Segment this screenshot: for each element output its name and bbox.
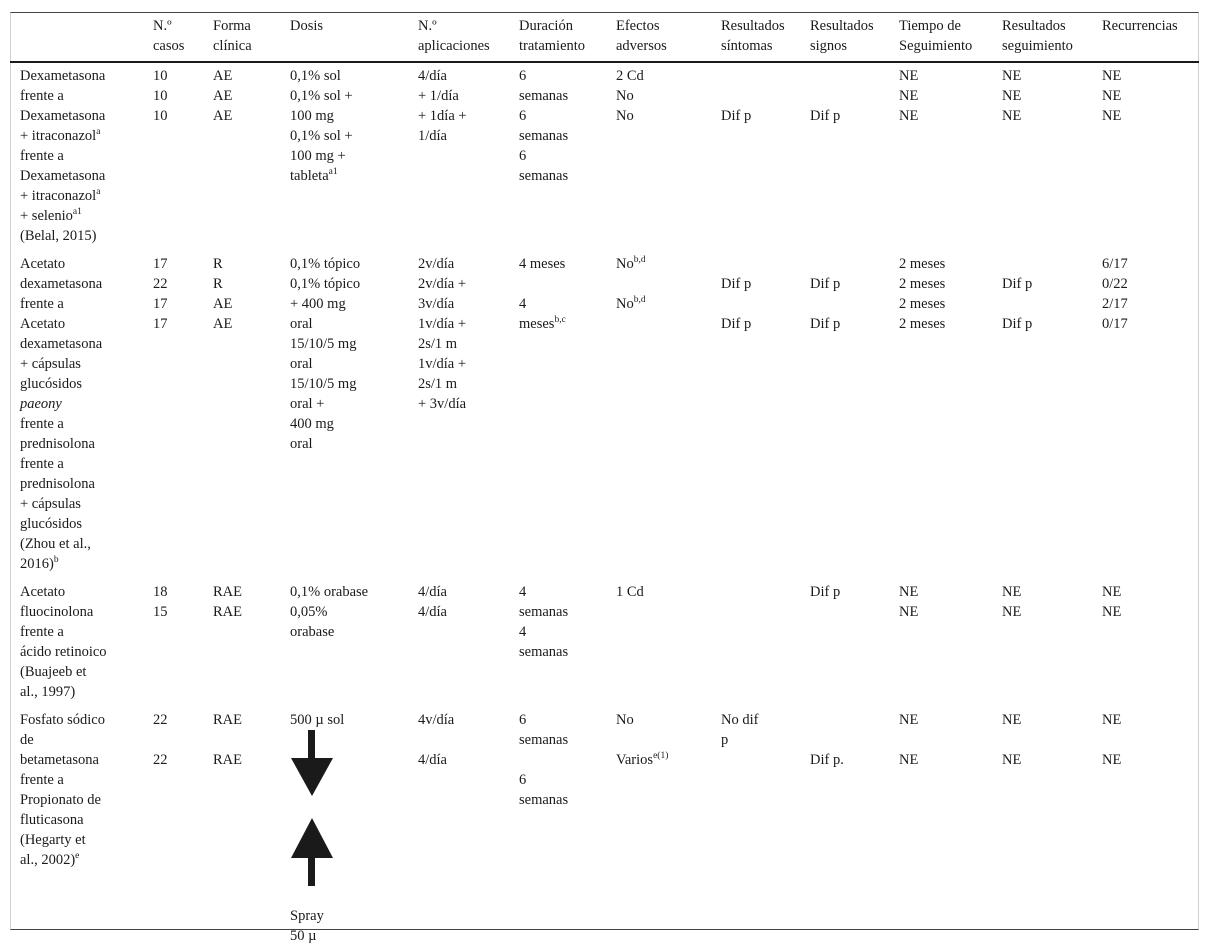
form-line: AE <box>213 316 233 332</box>
footnote-marker: a <box>96 127 101 137</box>
study-line: + selenio$^{a1}$ <box>20 207 82 224</box>
header-line: N.º <box>153 18 172 34</box>
study-line: + cápsulas <box>20 356 81 372</box>
cases-line: 17 <box>153 316 168 332</box>
duration-line: semanas <box>519 128 569 144</box>
header-line: Dosis <box>290 18 324 34</box>
duration-line: 4 meses <box>519 256 566 272</box>
cell-recurrences <box>1092 574 1199 702</box>
duration-line: semanas <box>519 88 569 104</box>
adverse-line: 2 Cd <box>616 68 644 84</box>
cell-followup-results <box>992 62 1092 246</box>
col-header-followup-time <box>889 12 992 62</box>
apps-line: 1v/día + <box>418 316 467 332</box>
table-row <box>10 702 1199 946</box>
duration-line: 4 <box>519 584 527 600</box>
dose-line: oral <box>290 356 313 372</box>
study-line: frente a <box>20 88 64 104</box>
cell-apps <box>408 246 509 574</box>
dose-line: 0,1% sol + <box>290 128 353 144</box>
dose-line: Spray <box>290 908 324 924</box>
duration-line: 6 <box>519 712 527 728</box>
followup-time-line: NE <box>899 584 919 600</box>
cell-followup-time <box>889 246 992 574</box>
signs-line <box>810 294 885 314</box>
cell-followup-time <box>889 574 992 702</box>
study-line: al., 2002)$^e$ <box>20 851 80 868</box>
header-line: clínica <box>213 38 252 54</box>
dose-line: 100 mg + <box>290 148 346 164</box>
header-line: Forma <box>213 18 251 34</box>
signs-line <box>810 254 885 274</box>
study-line: dexametasona <box>20 276 103 292</box>
header-line <box>20 36 139 56</box>
study-line: fluticasona <box>20 812 84 828</box>
apps-line: 2s/1 m <box>418 336 458 352</box>
study-line: de <box>20 732 34 748</box>
cell-symptoms <box>711 62 800 246</box>
study-line: frente a <box>20 148 64 164</box>
cell-form <box>203 246 280 574</box>
form-line: R <box>213 256 223 272</box>
cell-apps <box>408 702 509 946</box>
study-line: frente a <box>20 456 64 472</box>
header-line: Tiempo de <box>899 18 961 34</box>
apps-line: + 3v/día <box>418 396 467 412</box>
dose-line: oral + <box>290 396 325 412</box>
footnote-marker: a1 <box>328 167 338 177</box>
dose-line: 15/10/5 mg <box>290 336 357 352</box>
cell-dose <box>280 702 408 946</box>
followup-time-line: NE <box>899 108 919 124</box>
apps-line: + 1día + <box>418 108 467 124</box>
cell-cases <box>143 574 203 702</box>
symptoms-line <box>721 582 796 602</box>
footnote-marker: a1 <box>72 207 82 217</box>
adverse-line: No <box>616 108 634 124</box>
symptoms-line: Dif p <box>721 276 752 292</box>
followup-time-line: NE <box>899 752 919 768</box>
symptoms-line: Dif p <box>721 316 752 332</box>
header-line: Resultados <box>721 18 785 34</box>
adverse-line: No$^{b,d}$ <box>616 255 646 272</box>
followup-time-line: NE <box>899 88 919 104</box>
apps-line: 4/día <box>418 68 447 84</box>
header-line: casos <box>153 38 185 54</box>
followup-results-line: NE <box>1002 108 1022 124</box>
col-header-followup-results <box>992 12 1092 62</box>
symptoms-line: p <box>721 732 729 748</box>
form-line: RAE <box>213 752 242 768</box>
recurrences-line <box>1102 730 1195 750</box>
header-line: seguimiento <box>1002 38 1073 54</box>
study-line: ácido retinoico <box>20 644 107 660</box>
col-header-recurrences <box>1092 12 1199 62</box>
form-line: AE <box>213 296 233 312</box>
study-line: glucósidos <box>20 516 83 532</box>
cases-line: 18 <box>153 584 168 600</box>
cases-line: 22 <box>153 752 168 768</box>
followup-time-line: NE <box>899 604 919 620</box>
recurrences-line: NE <box>1102 88 1122 104</box>
cell-cases <box>143 62 203 246</box>
signs-line <box>810 66 885 86</box>
study-line: (Hegarty et <box>20 832 86 848</box>
apps-line: 4v/día <box>418 712 455 728</box>
cell-adverse <box>606 62 711 246</box>
adverse-line: No$^{b,d}$ <box>616 295 646 312</box>
col-header-dose <box>280 12 408 62</box>
followup-results-line: NE <box>1002 712 1022 728</box>
symptoms-line: Dif p <box>721 108 752 124</box>
dose-line: 0,1% orabase <box>290 584 369 600</box>
cell-study <box>10 574 143 702</box>
symptoms-line <box>721 86 796 106</box>
adverse-line: Varios$^{e(1)}$ <box>616 751 669 768</box>
signs-line <box>810 86 885 106</box>
adverse-line <box>616 274 707 294</box>
duration-line: semanas <box>519 732 569 748</box>
study-line: frente a <box>20 624 64 640</box>
recurrences-line: 0/22 <box>1102 276 1128 292</box>
cell-symptoms <box>711 574 800 702</box>
dose-line: 15/10/5 mg <box>290 376 357 392</box>
followup-results-line <box>1002 294 1088 314</box>
cell-adverse <box>606 702 711 946</box>
cell-recurrences <box>1092 702 1199 946</box>
study-line: (Belal, 2015) <box>20 228 97 244</box>
footnote-marker: e(1) <box>653 751 669 761</box>
dose-line: 400 mg <box>290 416 334 432</box>
cell-dose <box>280 574 408 702</box>
study-line: frente a <box>20 416 64 432</box>
followup-time-line: 2 meses <box>899 316 946 332</box>
study-line: frente a <box>20 772 64 788</box>
cell-dose <box>280 246 408 574</box>
col-header-signs <box>800 12 889 62</box>
cell-duration <box>509 62 606 246</box>
header-line: Resultados <box>810 18 874 34</box>
cell-dose <box>280 62 408 246</box>
signs-line: Dif p <box>810 108 841 124</box>
followup-results-line: NE <box>1002 584 1022 600</box>
header-line <box>20 16 139 36</box>
cases-line: 15 <box>153 604 168 620</box>
apps-line: 4/día <box>418 584 447 600</box>
study-line: fluocinolona <box>20 604 94 620</box>
symptoms-line: No dif <box>721 712 759 728</box>
duration-line: 6 <box>519 148 527 164</box>
symptoms-line <box>721 66 796 86</box>
adverse-line: No <box>616 88 634 104</box>
followup-results-line: Dif p <box>1002 276 1033 292</box>
followup-results-line: Dif p <box>1002 316 1033 332</box>
cell-adverse <box>606 574 711 702</box>
footnote-marker: b,d <box>633 295 646 305</box>
cases-line: 22 <box>153 276 168 292</box>
signs-line: Dif p <box>810 584 841 600</box>
apps-line: 4/día <box>418 752 447 768</box>
duration-line: 6 <box>519 68 527 84</box>
cell-followup-results <box>992 246 1092 574</box>
cell-apps <box>408 574 509 702</box>
header-line: Duración <box>519 18 573 34</box>
header-line: síntomas <box>721 38 773 54</box>
header-line: Efectos <box>616 18 660 34</box>
apps-line: 2v/día <box>418 256 455 272</box>
duration-line: 6 <box>519 108 527 124</box>
form-line: AE <box>213 88 233 104</box>
cell-cases <box>143 702 203 946</box>
dose-arrows-icon <box>290 730 334 886</box>
cell-cases <box>143 246 203 574</box>
cases-line: 17 <box>153 296 168 312</box>
duration-line: meses$^{b,c}$ <box>519 315 566 332</box>
cell-followup-results <box>992 702 1092 946</box>
header-line: Seguimiento <box>899 38 973 54</box>
duration-line: semanas <box>519 644 569 660</box>
table-row <box>10 574 1199 702</box>
dose-line: orabase <box>290 624 335 640</box>
followup-time-line: NE <box>899 712 919 728</box>
followup-time-line: NE <box>899 68 919 84</box>
footnote-marker: a <box>96 187 101 197</box>
cases-line: 22 <box>153 712 168 728</box>
study-line: + itraconazol$^a$ <box>20 187 101 204</box>
study-line: Propionato de <box>20 792 101 808</box>
study-line: prednisolona <box>20 476 95 492</box>
cell-study <box>10 702 143 946</box>
cell-study <box>10 62 143 246</box>
cell-followup-time <box>889 62 992 246</box>
study-line: (Zhou et al., <box>20 536 91 552</box>
study-line: glucósidos <box>20 376 83 392</box>
adverse-line: 1 Cd <box>616 584 644 600</box>
apps-line: 1/día <box>418 128 447 144</box>
cell-signs <box>800 246 889 574</box>
duration-line: semanas <box>519 168 569 184</box>
dose-line: 0,1% sol <box>290 68 341 84</box>
footnote-marker: e <box>75 851 80 861</box>
header-row <box>10 12 1199 62</box>
study-line: paeony <box>20 396 62 412</box>
header-line: Resultados <box>1002 18 1066 34</box>
form-line: R <box>213 276 223 292</box>
header-line <box>1102 36 1195 56</box>
dose-line: 0,1% tópico <box>290 276 361 292</box>
followup-time-line: 2 meses <box>899 276 946 292</box>
study-line: prednisolona <box>20 436 95 452</box>
header-line: adversos <box>616 38 667 54</box>
followup-results-line: NE <box>1002 752 1022 768</box>
dose-line: oral <box>290 316 313 332</box>
symptoms-line <box>721 294 796 314</box>
followup-results-line <box>1002 730 1088 750</box>
cell-signs <box>800 574 889 702</box>
study-line: (Buajeeb et <box>20 664 87 680</box>
symptoms-line <box>721 254 796 274</box>
study-line: 2016)$^b$ <box>20 555 59 572</box>
cell-symptoms <box>711 702 800 946</box>
apps-line: 2v/día + <box>418 276 467 292</box>
followup-time-line <box>899 730 988 750</box>
cell-duration <box>509 702 606 946</box>
study-line: Dexametasona <box>20 68 106 84</box>
header-line: signos <box>810 38 848 54</box>
study-line: frente a <box>20 296 64 312</box>
col-header-form <box>203 12 280 62</box>
col-header-duration <box>509 12 606 62</box>
form-line: AE <box>213 108 233 124</box>
form-line: RAE <box>213 584 242 600</box>
adverse-line: No <box>616 712 634 728</box>
apps-line: + 1/día <box>418 88 459 104</box>
duration-line: semanas <box>519 604 569 620</box>
study-line: betametasona <box>20 752 99 768</box>
table-row <box>10 246 1199 574</box>
cell-duration <box>509 246 606 574</box>
dose-line: 50 µ <box>290 928 317 944</box>
study-line: Dexametasona <box>20 108 106 124</box>
study-line: + cápsulas <box>20 496 81 512</box>
followup-results-line: NE <box>1002 604 1022 620</box>
cases-line: 17 <box>153 256 168 272</box>
apps-line <box>418 730 505 750</box>
study-line: dexametasona <box>20 336 103 352</box>
dose-line: tableta$^{a1}$ <box>290 167 338 184</box>
followup-time-line: 2 meses <box>899 256 946 272</box>
cases-line: 10 <box>153 68 168 84</box>
followup-time-line: 2 meses <box>899 296 946 312</box>
cell-symptoms <box>711 246 800 574</box>
dose-line: 500 µ sol <box>290 712 345 728</box>
recurrences-line: 2/17 <box>1102 296 1128 312</box>
duration-line <box>519 274 602 294</box>
col-header-symptoms <box>711 12 800 62</box>
recurrences-line: NE <box>1102 604 1122 620</box>
dose-line: oral <box>290 436 313 452</box>
study-line: al., 1997) <box>20 684 76 700</box>
form-line <box>213 730 276 750</box>
recurrences-line: NE <box>1102 584 1122 600</box>
recurrences-line: NE <box>1102 752 1122 768</box>
dose-line: 0,1% sol + <box>290 88 353 104</box>
footnote-marker: b <box>53 555 59 565</box>
apps-line: 3v/día <box>418 296 455 312</box>
footnote-marker: b,d <box>633 255 646 265</box>
duration-line: 4 <box>519 624 527 640</box>
signs-line: Dif p. <box>810 752 844 768</box>
form-line: RAE <box>213 712 242 728</box>
dose-line: 0,05% <box>290 604 328 620</box>
table-row <box>10 62 1199 246</box>
followup-results-line: NE <box>1002 68 1022 84</box>
cell-study <box>10 246 143 574</box>
cell-form <box>203 702 280 946</box>
cell-form <box>203 62 280 246</box>
duration-line: 6 <box>519 772 527 788</box>
cases-line: 10 <box>153 108 168 124</box>
header-line <box>290 36 404 56</box>
study-line: Acetato <box>20 584 66 600</box>
recurrences-line: NE <box>1102 68 1122 84</box>
cell-followup-time <box>889 702 992 946</box>
study-line: + itraconazol$^a$ <box>20 127 101 144</box>
treatment-comparison-table <box>10 12 1199 946</box>
cell-form <box>203 574 280 702</box>
header-line: Recurrencias <box>1102 18 1178 34</box>
signs-line <box>810 710 885 730</box>
adverse-line <box>616 730 707 750</box>
recurrences-line: NE <box>1102 108 1122 124</box>
col-header-adverse <box>606 12 711 62</box>
followup-results-line <box>1002 254 1088 274</box>
duration-line: 4 <box>519 296 527 312</box>
duration-line <box>519 750 602 770</box>
cell-adverse <box>606 246 711 574</box>
cell-followup-results <box>992 574 1092 702</box>
cell-recurrences <box>1092 246 1199 574</box>
cell-apps <box>408 62 509 246</box>
recurrences-line: NE <box>1102 712 1122 728</box>
cell-signs <box>800 702 889 946</box>
header-line: N.º <box>418 18 437 34</box>
header-line: tratamiento <box>519 38 586 54</box>
apps-line: 4/día <box>418 604 447 620</box>
dose-line: 100 mg <box>290 108 334 124</box>
signs-line: Dif p <box>810 276 841 292</box>
study-line: Acetato <box>20 316 66 332</box>
form-line: RAE <box>213 604 242 620</box>
footnote-marker: b,c <box>554 315 566 325</box>
apps-line: 1v/día + <box>418 356 467 372</box>
apps-line: 2s/1 m <box>418 376 458 392</box>
cell-signs <box>800 62 889 246</box>
col-header-study <box>10 12 143 62</box>
col-header-cases <box>143 12 203 62</box>
recurrences-line: 6/17 <box>1102 256 1128 272</box>
dose-line: 0,1% tópico <box>290 256 361 272</box>
followup-results-line: NE <box>1002 88 1022 104</box>
cases-line: 10 <box>153 88 168 104</box>
study-line: Dexametasona <box>20 168 106 184</box>
col-header-apps <box>408 12 509 62</box>
cell-recurrences <box>1092 62 1199 246</box>
cases-line <box>153 730 199 750</box>
cell-duration <box>509 574 606 702</box>
header-line: aplicaciones <box>418 38 490 54</box>
study-line: Acetato <box>20 256 66 272</box>
signs-line <box>810 730 885 750</box>
dose-line: + 400 mg <box>290 296 346 312</box>
duration-line: semanas <box>519 792 569 808</box>
form-line: AE <box>213 68 233 84</box>
study-line: Fosfato sódico <box>20 712 105 728</box>
recurrences-line: 0/17 <box>1102 316 1128 332</box>
signs-line: Dif p <box>810 316 841 332</box>
